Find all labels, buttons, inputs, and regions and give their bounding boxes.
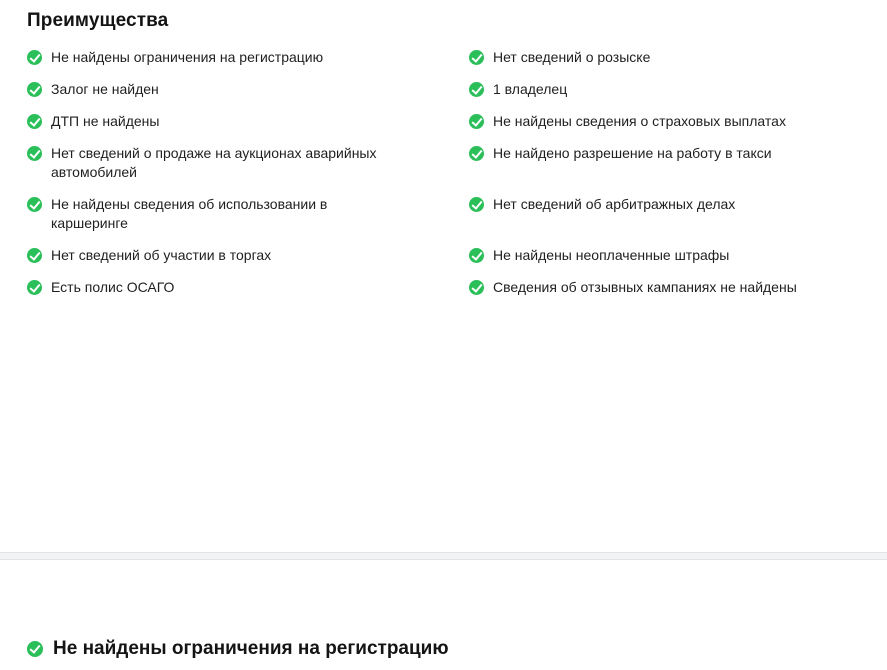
advantage-label: Не найдены ограничения на регистрацию — [51, 49, 324, 65]
advantage-item-fines — [469, 246, 887, 265]
advantage-label: Не найдены неоплаченные штрафы — [493, 247, 730, 263]
advantage-label: Есть полис ОСАГО — [51, 279, 175, 295]
advantage-label: Не найдены сведения об использовании в каршеринге — [51, 196, 328, 231]
advantage-item-insurance-payouts — [469, 112, 887, 131]
advantage-label: Не найдено разрешение на работу в такси — [493, 145, 772, 161]
advantage-item-osago — [27, 278, 469, 297]
advantage-label: Нет сведений о продаже на аукционах аварийных автомобилей — [51, 145, 377, 180]
check-circle-icon — [469, 146, 484, 161]
check-circle-icon — [469, 280, 484, 295]
advantage-item-carsharing — [27, 195, 397, 233]
detail-section — [0, 560, 887, 670]
advantage-label: Залог не найден — [51, 81, 159, 97]
check-circle-icon — [469, 50, 484, 65]
advantage-label: Не найдены сведения о страховых выплатах — [493, 113, 786, 129]
check-circle-icon — [469, 197, 484, 212]
advantage-item-salvage-auctions — [27, 144, 447, 182]
advantage-label: Нет сведений об участии в торгах — [51, 247, 272, 263]
detail-heading-label: Не найдены ограничения на регистрацию — [53, 638, 449, 659]
advantage-label: ДТП не найдены — [51, 113, 160, 129]
advantage-label: Сведения об отзывных кампаниях не найдены — [493, 279, 797, 295]
detail-heading — [27, 638, 449, 660]
check-circle-icon — [469, 114, 484, 129]
check-circle-icon — [27, 146, 42, 161]
advantage-item-auctions — [27, 246, 469, 265]
advantage-item-arbitration — [469, 195, 887, 233]
check-circle-icon — [469, 82, 484, 97]
advantage-item-owners — [469, 80, 887, 99]
advantage-item-wanted — [469, 48, 887, 67]
advantage-item-accidents — [27, 112, 469, 131]
advantage-item-recalls — [469, 278, 887, 297]
advantages-title: Преимущества — [27, 10, 169, 31]
advantages-list — [27, 48, 887, 310]
advantage-label: 1 владелец — [493, 81, 568, 97]
check-circle-icon — [27, 641, 43, 657]
check-circle-icon — [469, 248, 484, 263]
advantage-item-registration-restrictions — [27, 48, 469, 67]
advantage-label: Нет сведений о розыске — [493, 49, 651, 65]
advantage-label: Нет сведений об арбитражных делах — [493, 196, 736, 212]
advantage-item-taxi-permit — [469, 144, 887, 182]
check-circle-icon — [27, 114, 42, 129]
check-circle-icon — [27, 280, 42, 295]
check-circle-icon — [27, 197, 42, 212]
check-circle-icon — [27, 50, 42, 65]
advantage-item-pledge — [27, 80, 469, 99]
check-circle-icon — [27, 82, 42, 97]
section-divider — [0, 552, 887, 560]
check-circle-icon — [27, 248, 42, 263]
